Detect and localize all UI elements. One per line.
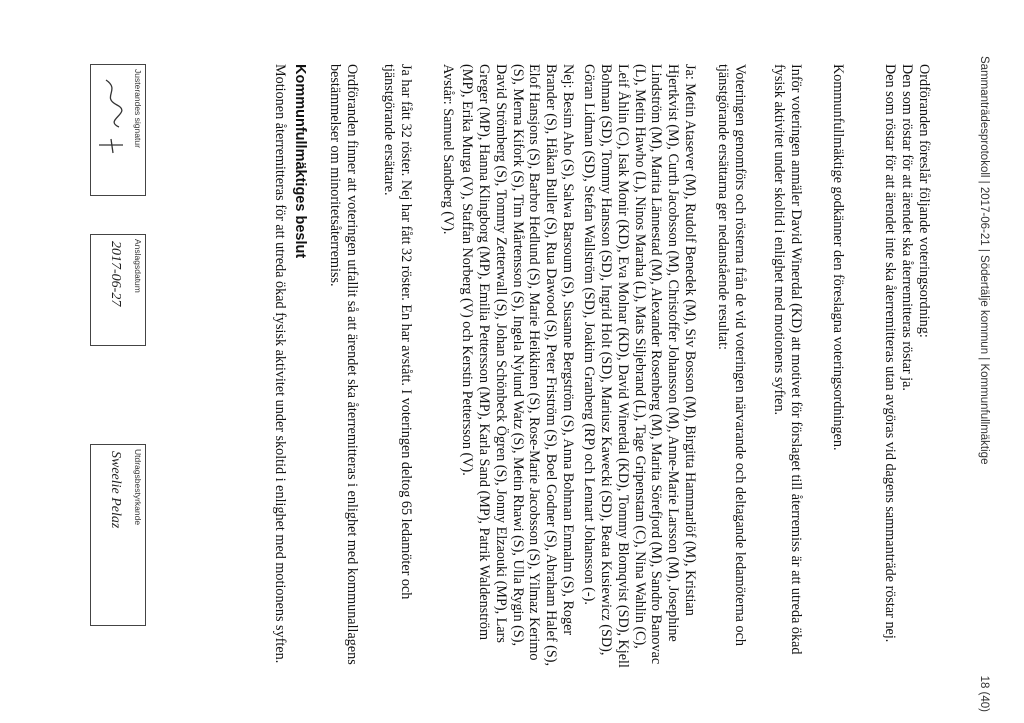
page-header [978, 56, 990, 712]
abstain: Avstår: Samuel Sandberg (V). [440, 64, 456, 235]
decision-text: Motionen återremitteras för att utreda ökad fysisk aktivitet under skoltid i enlighet med motionens syften. [272, 64, 288, 664]
paragraph: Ordföranden finner att voteringen utfallit så att ärendet ska återremitteras i enlighet med kommunallagens bestämmelser om minoritetsåterremiss. [327, 64, 360, 665]
paragraph: Ja har fått 32 röster. Nej har fått 32 röster. En har avstått. I voteringen deltog 65 ledamöter och tjänstgörande ersättare. [381, 64, 414, 600]
paragraph: Kommunfullmäktige godkänner den föreslagna voteringsordningen. [830, 64, 846, 451]
paragraph: Voteringen genomförs och rösterna från de vid voteringen närvarande och deltagande ledamöterna och tjänstgörande ersättarna ger nedanstående resultat: [715, 64, 748, 646]
handwritten-initials [95, 75, 131, 185]
signature-box-anslag [90, 234, 146, 346]
page-number: 18 (40) [978, 675, 990, 712]
paragraph: Inför voteringen anmäler David Winerdal (KD) att motivet för förslaget till återremiss är att utreda ökad fysisk aktivitet under skoltid i enlighet med motionens syften. [771, 64, 804, 655]
signature-row [91, 64, 146, 644]
label-justerare: Justerandes signatur [133, 69, 143, 148]
label-utdrag: Utdragsbestyrkande [133, 449, 143, 526]
no-votes: Nej: Besim Aho (S), Salwa Barsoum (S), Susanne Bergström (S), Anna Bohman Enmalm (S), Roger Brander (S), Håkan Buller (S), Rua Dawood (S), Peter Friström (S), Boel Godner (S), Abraham Halef (S), Elof Hansjons (S), Barbro Hedlund (S), Marie Heikkinen (S), Rose-Marie Jacobsson (S), Yilmaz Kerimo (S), Merna Kifork (S), Tim Mårtensson (S), Ingela Nylund Watz (S), Metin Rhawi (S), Ulla Rygin (S), David Strömberg (S), Tommy Zetterwall (S), Johan Schönbeck Ögren (S), Jonny Elzaouki (MP), Lars Greger (MP), Hanna Klingborg (MP), Emilia Pettersson (MP), Karla Sand (MP), Patrik Waldenström (MP), Erika Murga (V), Staffan Norberg (V) och Kerstin Pettersson (V). [459, 64, 576, 667]
yes-votes: Ja: Metin Atasever (M), Rudolf Benedek (M), Siv Bosson (M), Birgitta Hammarlöf (M), Kristian Hjertkvist (M), Curth Jacobsson (M), Christoffer Johansson (M), Anne-Marie Larsson (M), Josephine Lindström (M), Marita Lännestad (M), Alexander Rosenberg (M), Marita Sörefjord (M), Sandro Banovac (L), Metin Hawho (L), Ninos Maraha (L), Mats Siljebrand (L), Tage Gripenstam (C), Nina Wahlin (C), Leif Åhlin (C), Isak Monir (KD), Eva Molnar (KD), David Winerdal (KD), Tommy Blomqvist (SD), Kjell Bohman (SD), Tommy Hansson (SD), Ingrid Holt (SD), Mariusz Kawecki (SD), Beata Kusiewicz (SD), Göran Lidman (SD), Stefan Wallström (SD), Joakim Granberg (RP) och Lennart Johansson (-). [581, 64, 698, 668]
paragraph: Den som röstar för att ärendet ska återremitteras röstar ja. [899, 64, 916, 391]
signature-box-justerare [90, 64, 146, 196]
voting-order [882, 64, 932, 674]
utdrag-signature: Sweelie Pelaz [108, 451, 123, 529]
label-anslag: Anslagsdatum [133, 239, 143, 293]
paragraph: Ordföranden föreslår följande voteringsordning: [916, 64, 932, 338]
anslag-date: 2017-06-27 [108, 241, 123, 307]
paragraph: Den som röstar för att ärendet inte ska återremitteras utan avgöras vid dagens sammanträde röstar nej. [882, 64, 899, 643]
decision-heading: Kommunfullmäktiges beslut [292, 64, 308, 259]
header-title: Sammanträdesprotokoll | 2017-06-21 | Södertälje kommun | Kommunfullmäktige [978, 56, 990, 465]
signature-box-utdrag [90, 444, 146, 626]
